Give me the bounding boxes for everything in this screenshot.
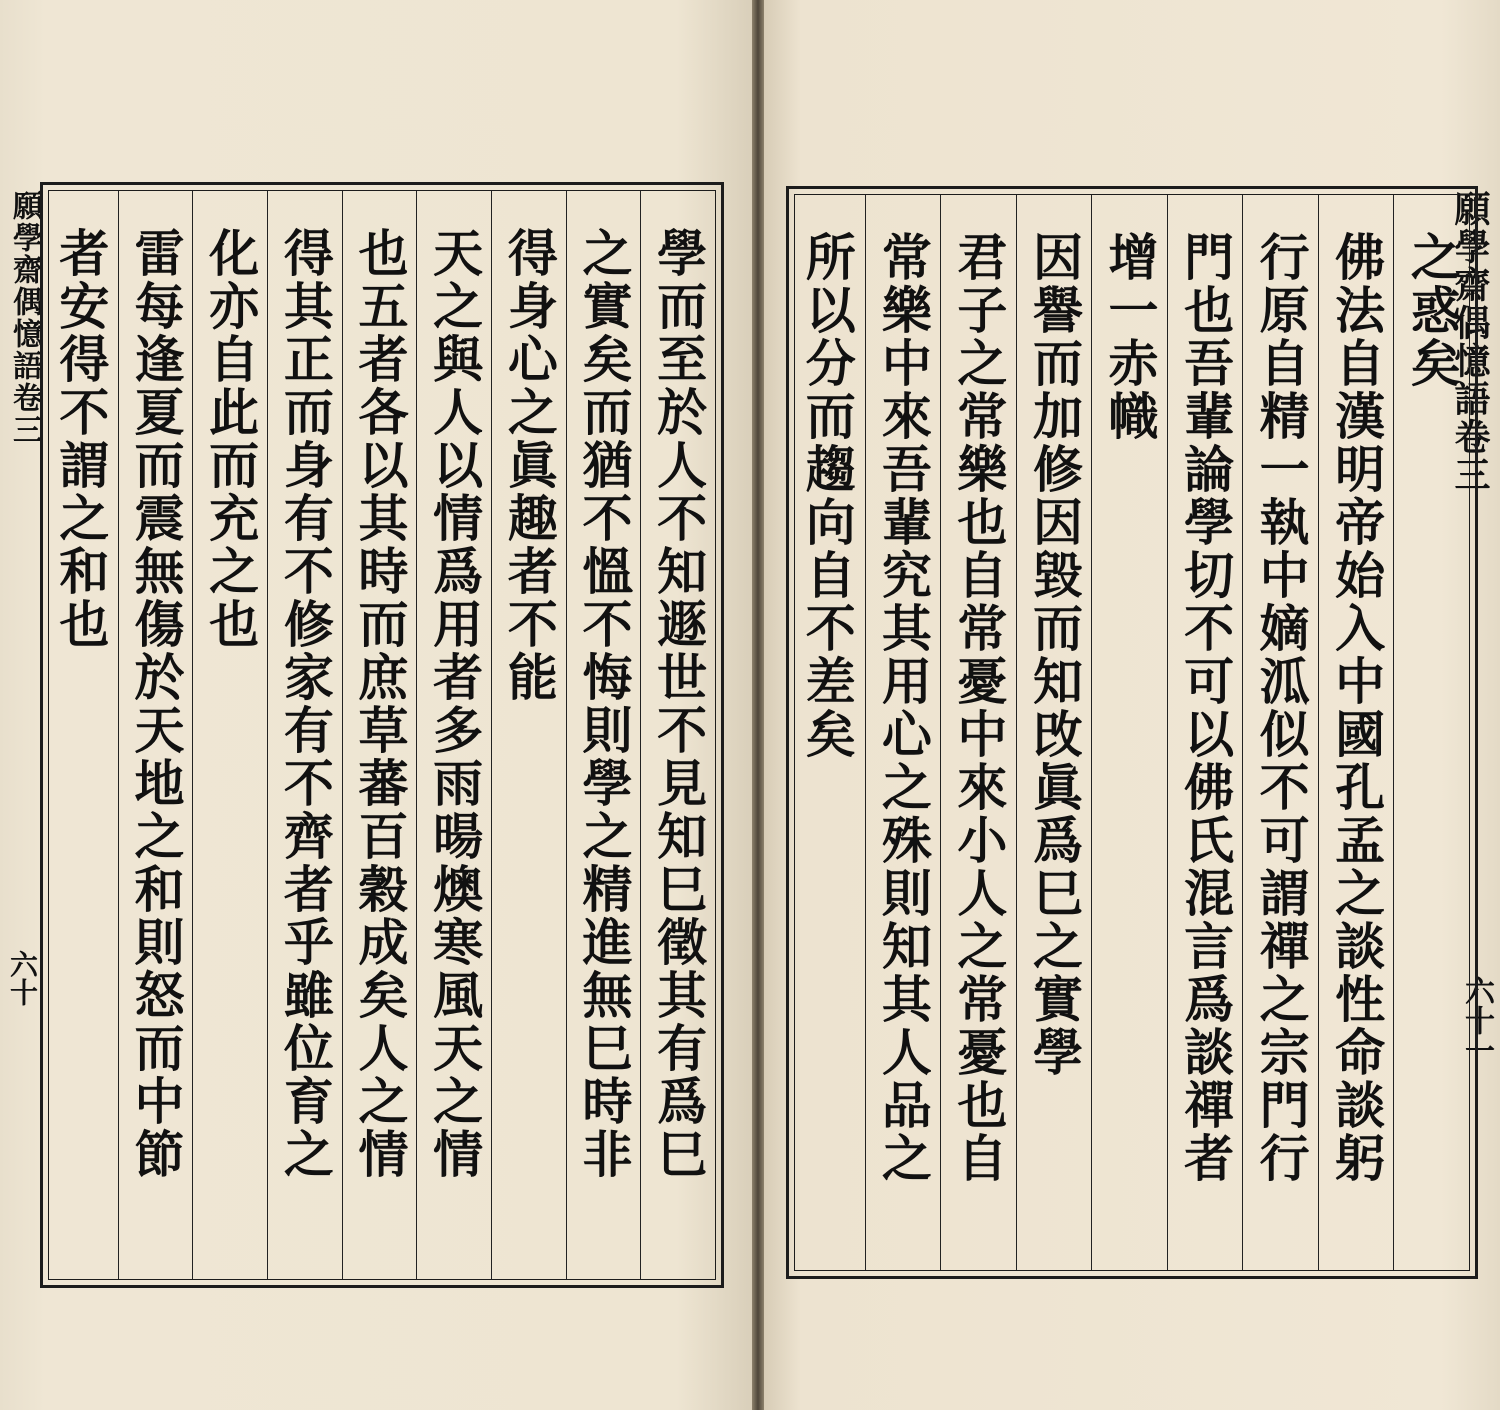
text-column — [1242, 195, 1318, 1270]
column-text: 者安得不謂之和也 — [51, 227, 111, 651]
column-text: 增一赤幟 — [1100, 231, 1160, 443]
right-text-frame — [786, 186, 1478, 1279]
text-column — [865, 195, 941, 1270]
column-text: 之實矣而猶不慍不悔則學之精進無巳時非 — [574, 227, 634, 1181]
column-text: 得其正而身有不修家有不齊者乎雖位育之 — [275, 227, 335, 1181]
column-text: 學而至於人不知遯世不見知巳徵其有爲巳 — [649, 227, 709, 1181]
text-column — [940, 195, 1016, 1270]
text-column — [640, 191, 715, 1279]
text-column — [491, 191, 566, 1279]
column-text: 得身心之眞趣者不能 — [499, 227, 559, 704]
text-column — [267, 191, 342, 1279]
left-text-frame — [40, 182, 724, 1288]
column-text: 雷每逢夏而震無傷於天地之和則怒而中節 — [126, 227, 186, 1181]
text-column — [1318, 195, 1394, 1270]
text-column — [1091, 195, 1167, 1270]
text-column — [118, 191, 193, 1279]
left-folio-number: 六十 — [6, 950, 39, 1006]
text-column — [566, 191, 641, 1279]
column-text: 門也吾輩論學切不可以佛氏混言爲談禪者 — [1176, 231, 1236, 1185]
column-text: 常樂中來吾輩究其用心之殊則知其人品之 — [873, 231, 933, 1185]
column-text: 佛法自漢明帝始入中國孔孟之談性命談躬 — [1327, 231, 1387, 1185]
text-column — [192, 191, 267, 1279]
right-margin-title: 願學齋偶憶語卷三 — [1449, 190, 1491, 494]
book-gutter — [752, 0, 764, 1410]
column-text: 天之與人以情爲用者多雨暘燠寒風天之情 — [425, 227, 485, 1181]
text-column — [416, 191, 491, 1279]
text-column — [789, 195, 865, 1270]
text-column — [1016, 195, 1092, 1270]
column-text: 化亦自此而充之也 — [201, 227, 261, 651]
text-column — [342, 191, 417, 1279]
column-text: 君子之常樂也自常憂中來小人之常憂也自 — [949, 231, 1009, 1185]
text-column — [1393, 195, 1469, 1270]
column-text: 行原自精一執中嫡泒似不可謂禪之宗門行 — [1251, 231, 1311, 1185]
column-text: 因譽而加修因毀而知攺眞爲巳之實學 — [1024, 231, 1084, 1079]
left-margin-title: 願學齋偶憶語卷三 — [7, 190, 42, 446]
right-page — [764, 0, 1500, 1410]
column-text: 之惑矣 — [1402, 231, 1462, 390]
text-column — [1167, 195, 1243, 1270]
column-text: 也五者各以其時而庶草蕃百穀成矣人之情 — [350, 227, 410, 1181]
text-column — [43, 191, 118, 1279]
column-text: 所以分而趨向自不差矣 — [797, 231, 857, 761]
right-text-columns — [795, 195, 1469, 1270]
left-text-columns — [49, 191, 715, 1279]
right-folio-number: 六十一 — [1459, 975, 1494, 1065]
